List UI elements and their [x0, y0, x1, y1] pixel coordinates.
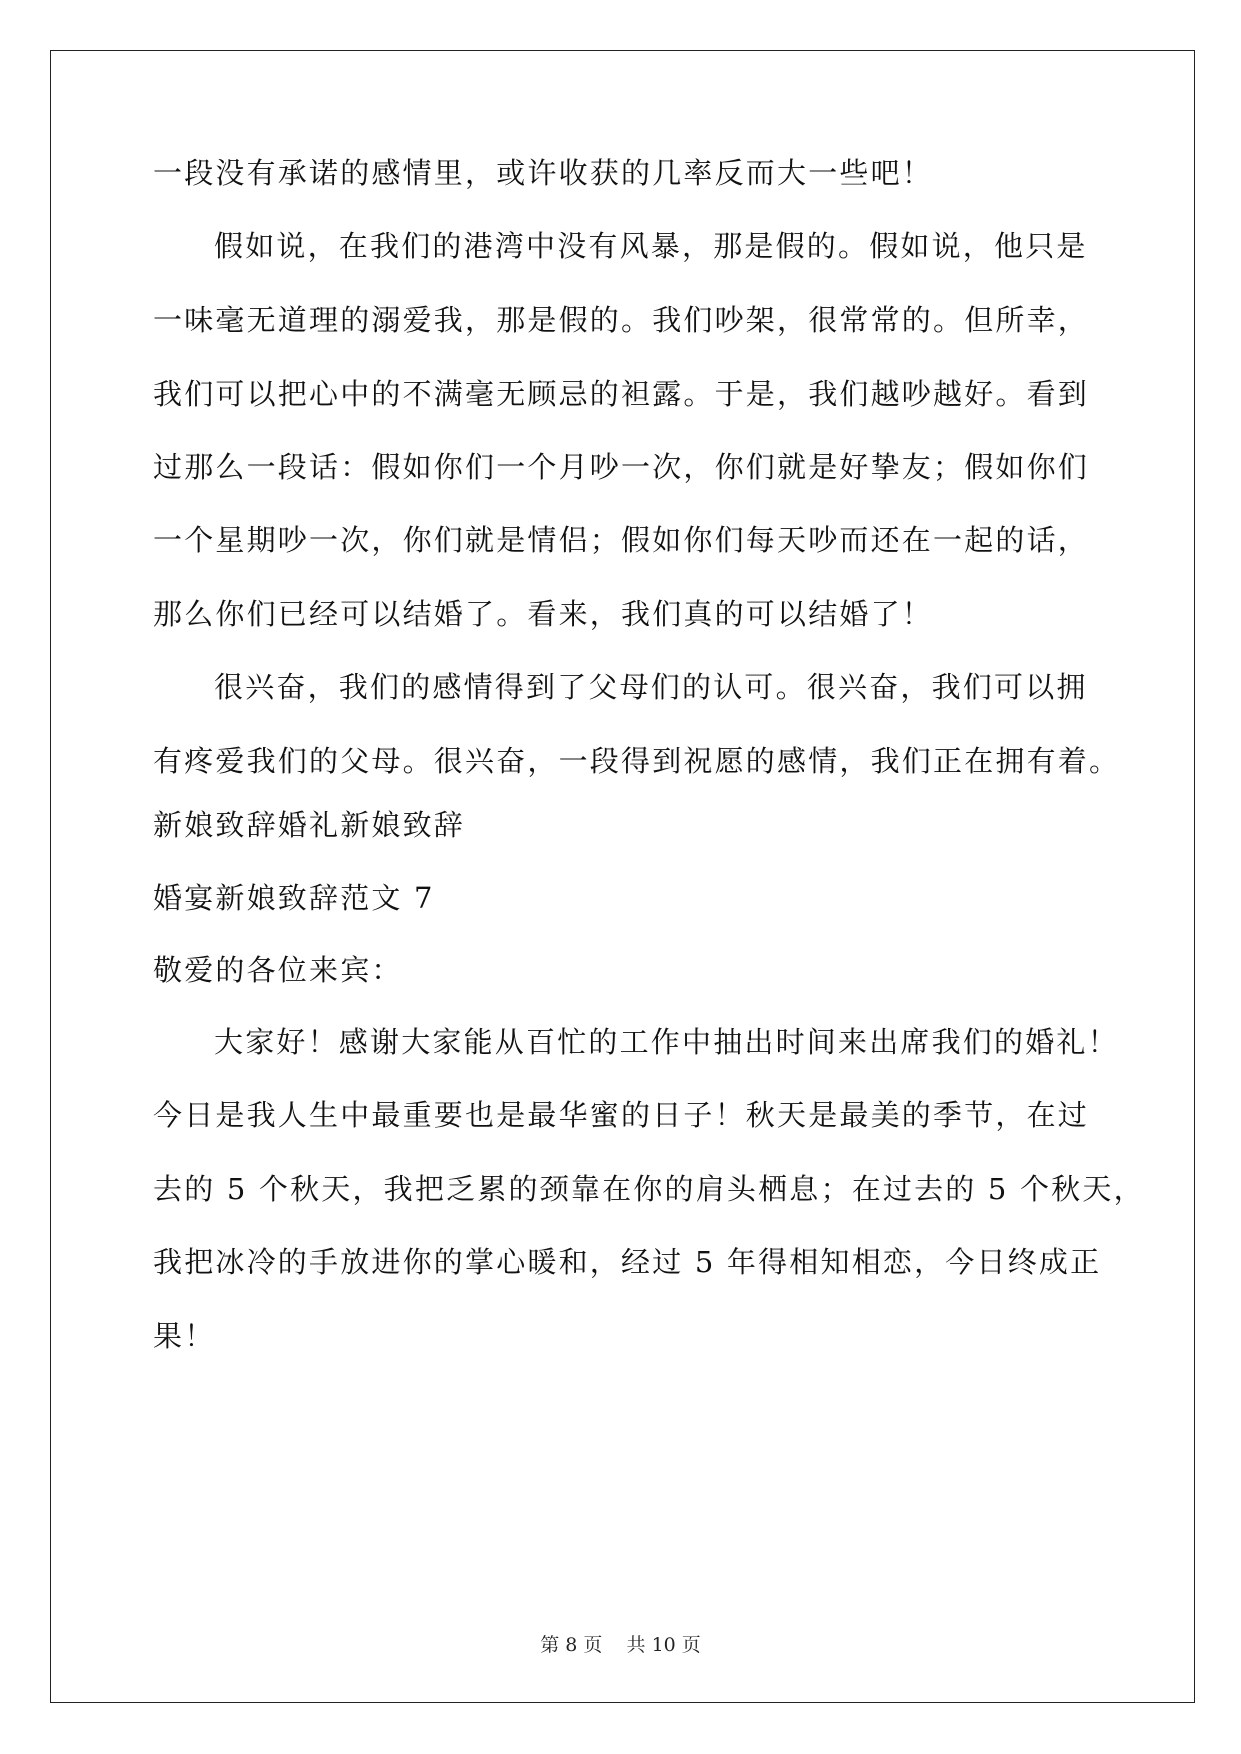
text-line-6: 一个星期吵一次，你们就是情侣；假如你们每天吵而还在一起的话， — [153, 523, 1090, 557]
text-line-2: 假如说，在我们的港湾中没有风暴，那是假的。假如说，他只是 — [214, 229, 1088, 263]
text-line-5: 过那么一段话：假如你们一个月吵一次，你们就是好挚友；假如你们 — [153, 450, 1090, 484]
text-line-13: 我把冰冷的手放进你的掌心暖和，经过 5 年得相知相恋，今日终成正 — [153, 1245, 1102, 1279]
text-line-11: 今日是我人生中最重要也是最华蜜的日子！秋天是最美的季节，在过 — [153, 1098, 1090, 1132]
text-line-14: 果！ — [153, 1319, 216, 1353]
page-number-footer: 第 8 页 共 10 页 — [540, 1634, 701, 1656]
text-line-7: 那么你们已经可以结婚了。看来，我们真的可以结婚了！ — [153, 597, 934, 631]
text-line-8: 很兴奋，我们的感情得到了父母们的认可。很兴奋，我们可以拥 — [214, 670, 1088, 704]
text-line-12: 去的 5 个秋天，我把乏累的颈靠在你的肩头栖息；在过去的 5 个秋天， — [153, 1172, 1145, 1206]
section-heading-2: 婚宴新娘致辞范文 7 — [153, 881, 435, 915]
text-line-1: 一段没有承诺的感情里，或许收获的几率反而大一些吧！ — [153, 156, 934, 190]
text-line-9: 有疼爱我们的父母。很兴奋，一段得到祝愿的感情，我们正在拥有着。 — [153, 744, 1121, 778]
section-heading-1: 新娘致辞婚礼新娘致辞 — [153, 808, 466, 842]
page-border — [50, 50, 1195, 1703]
text-line-3: 一味毫无道理的溺爱我，那是假的。我们吵架，很常常的。但所幸， — [153, 303, 1090, 337]
salutation: 敬爱的各位来宾： — [153, 953, 403, 987]
text-line-4: 我们可以把心中的不满毫无顾忌的袒露。于是，我们越吵越好。看到 — [153, 377, 1090, 411]
text-line-10: 大家好！感谢大家能从百忙的工作中抽出时间来出席我们的婚礼！ — [214, 1025, 1119, 1059]
